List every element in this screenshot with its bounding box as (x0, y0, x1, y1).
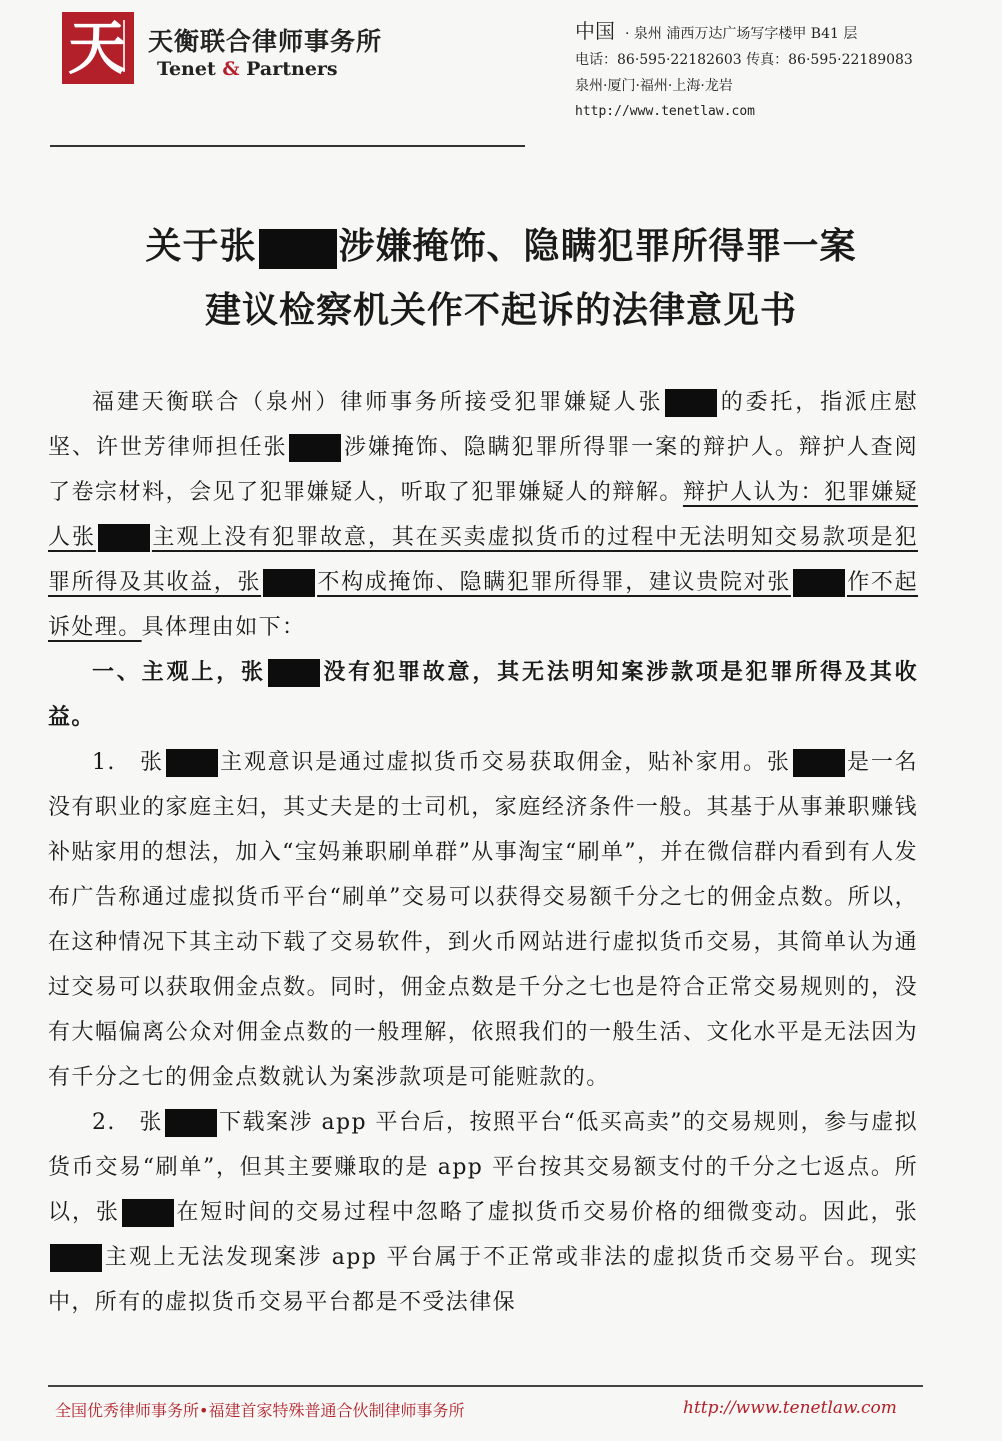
opinion-text-4: 作不起诉处理。 (48, 570, 918, 640)
country-label: 中国 (575, 19, 615, 43)
header-divider (50, 145, 525, 147)
footer-tagline: 全国优秀律师事务所•福建首家特殊普通合伙制律师事务所 (55, 1401, 465, 1420)
opinion-text-3: 不构成掩饰、隐瞒犯罪所得罪，建议贵院对张 (317, 570, 791, 595)
heading-text-b: 没有犯罪故意，其无法明知案涉款项是犯罪所得及其收益。 (48, 659, 918, 730)
heading-text-a: 一、主观上，张 (92, 659, 266, 685)
paragraph-intro (48, 380, 918, 650)
redaction-box (259, 229, 337, 269)
section-heading-1 (48, 650, 918, 740)
item1-text-c: 是一名没有职业的家庭主妇，其丈夫是的士司机，家庭经济条件一般。其基于从事兼职赚钱补贴家用的想法，加入“宝妈兼职刷单群”从事淘宝“刷单”，并在微信群内看到有人发布广告称通过虚拟货币平台“刷单”交易可以获得交易额千分之七的佣金点数。所以，在这种情况下其主动下载了交易软件，到火币网站进行虚拟货币交易，其简单认为通过交易可以获取佣金点数。同时，佣金点数是千分之七也是符合正常交易规则的，没有大幅偏离公众对佣金点数的一般理解，依照我们的一般生活、文化水平是无法因为有千分之七的佣金点数就认为案涉款项是可能赃款的。 (48, 750, 918, 1090)
redaction-box (122, 1199, 174, 1227)
item2-text-a: 2. 张 (92, 1110, 163, 1135)
intro-text-4: 具体理由如下： (141, 615, 306, 640)
list-item-2 (48, 1100, 918, 1325)
redaction-box (263, 569, 315, 597)
firm-name-en-part2: Partners (246, 58, 338, 80)
title-part-a: 关于张 (145, 225, 257, 267)
document-title-line1 (0, 218, 1002, 269)
item2-text-c: 在短时间的交易过程中忽略了虚拟货币交易价格的细微变动。因此，张 (175, 1200, 918, 1225)
redaction-box (166, 749, 218, 777)
redaction-box (98, 524, 150, 552)
firm-name-en-part1: Tenet (157, 58, 216, 80)
intro-text-3: 涉嫌掩饰、隐瞒犯罪所得罪一案的辩护人。辩护人查阅了卷宗材料，会见了犯罪嫌疑人，听取了犯罪嫌疑人的辩解。 (48, 435, 918, 505)
item2-text-b: 下载案涉 app 平台后，按照平台“低买高卖”的交易规则，参与虚拟货币交易“刷单”，但其主要赚取的是 app 平台按其交易额支付的千分之七返点。所以，张 (48, 1110, 918, 1225)
logo-stripe (123, 20, 129, 72)
redaction-box (268, 659, 320, 687)
opinion-text-2: 主观上没有犯罪故意，其在买卖虚拟货币的过程中无法明知交易款项是犯罪所得及其收益，张 (48, 525, 918, 595)
address-line (575, 18, 913, 47)
redaction-box (793, 749, 845, 777)
firm-name-cn: 天衡联合律师事务所 (148, 27, 383, 56)
website-link[interactable]: http://www.tenetlaw.com (575, 104, 756, 119)
firm-name-en (157, 58, 338, 80)
offices-line: 泉州·厦门·福州·上海·龙岩 (575, 78, 733, 94)
contact-block (575, 18, 913, 125)
document-title-line2: 建议检察机关作不起诉的法律意见书 (204, 289, 797, 331)
opinion-text-1: 辩护人认为：犯罪嫌疑人张 (48, 480, 918, 550)
firm-name-en-amp: & (222, 58, 240, 80)
intro-text-2: 的委托，指派庄慰坚、许世芳律师担任张 (48, 390, 919, 460)
redaction-box (165, 1109, 217, 1137)
redaction-box (665, 389, 717, 417)
redaction-box (289, 434, 341, 462)
item2-text-d: 主观上无法发现案涉 app 平台属于不正常或非法的虚拟货币交易平台。现实中，所有的虚拟货币交易平台都是不受法律保 (48, 1245, 918, 1315)
logo-glyph: 天 (68, 14, 127, 82)
item1-text-a: 1. 张 (92, 750, 164, 775)
item1-text-b: 主观意识是通过虚拟货币交易获取佣金，贴补家用。张 (219, 750, 791, 775)
redaction-box (50, 1244, 102, 1272)
redaction-box (793, 569, 845, 597)
address-text: · 泉州 浦西万达广场写字楼甲 B41 层 (625, 26, 858, 42)
title-part-b: 涉嫌掩饰、隐瞒犯罪所得罪一案 (338, 225, 857, 267)
letterhead (0, 0, 1002, 150)
document-body (48, 380, 918, 1325)
intro-text-1: 福建天衡联合（泉州）律师事务所接受犯罪嫌疑人张 (92, 390, 664, 415)
footer-website-link[interactable]: http://www.tenetlaw.com (683, 1398, 897, 1418)
footer-divider (48, 1385, 923, 1387)
list-item-1 (48, 740, 918, 1100)
firm-logo (62, 12, 134, 84)
phone-fax-line: 电话：86·595·22182603 传真：86·595·22189083 (575, 52, 913, 68)
